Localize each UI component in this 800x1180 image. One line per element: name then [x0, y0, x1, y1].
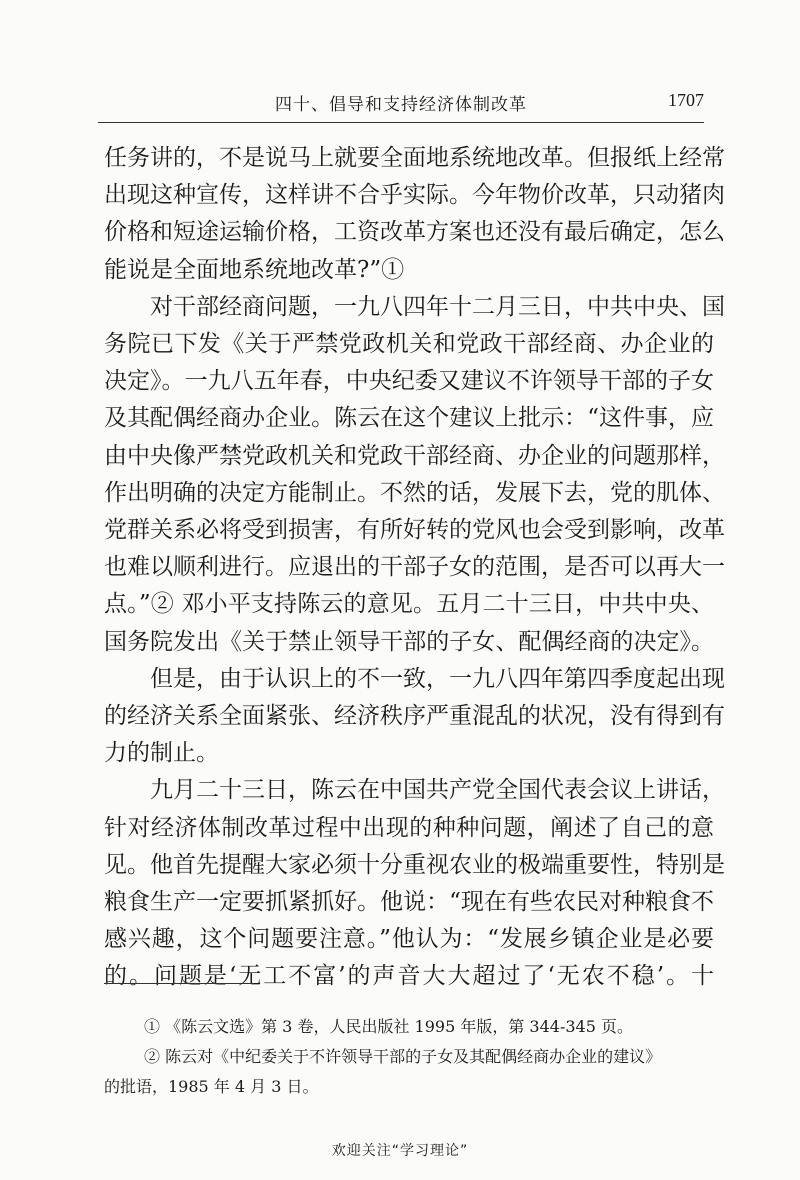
text-line: 价格和短途运输价格，工资改革方案也还没有最后确定，怎么	[104, 219, 725, 246]
footnotes	[104, 1012, 716, 1102]
text-line: 的经济关系全面紧张、经济秩序严重混乱的状况，没有得到有	[104, 703, 725, 730]
running-header	[98, 88, 704, 123]
footer-watermark: 欢迎关注“学习理论”	[331, 1143, 469, 1159]
text-line: 作出明确的决定方能制止。不然的话，发展下去，党的肌体、	[104, 479, 725, 506]
text-line: 针对经济体制改革过程中出现的种种问题，阐述了自己的意	[104, 814, 714, 841]
text-line: 也难以顺利进行。应退出的干部子女的范围，是否可以再大一	[104, 554, 725, 581]
paragraph	[104, 772, 725, 995]
paragraph	[104, 140, 725, 289]
text-line: 及其配偶经商办企业。陈云在这个建议上批示：“这件事，应	[104, 405, 714, 432]
text-line: 九月二十三日，陈云在中国共产党全国代表会议上讲话，	[150, 777, 725, 804]
text-line: 对干部经商问题，一九八四年十二月三日，中共中央、国	[150, 293, 725, 320]
body-text	[104, 140, 725, 996]
text-line: 由中央像严禁党政机关和党政干部经商、办企业的问题那样，	[104, 442, 725, 469]
text-line: 任务讲的，不是说马上就要全面地系统地改革。但报纸上经常	[104, 145, 725, 171]
text-line: 出现这种宣传，这样讲不合乎实际。今年物价改革，只动猪肉	[104, 182, 725, 209]
text-line: 力的制止。	[104, 740, 219, 767]
text-line: 国务院发出《关于禁止领导干部的子女、配偶经商的决定》。	[104, 628, 714, 655]
text-line: 点。”② 邓小平支持陈云的意见。五月二十三日，中共中央、	[104, 591, 714, 618]
text-line: 务院已下发《关于严禁党政机关和党政干部经商、办企业的	[104, 331, 714, 358]
page-number: 1707	[668, 90, 704, 110]
text-line: 决定》。一九八五年春，中央纪委又建议不许领导干部的子女	[104, 368, 714, 395]
text-line: 粮食生产一定要抓紧抓好。他说：“现在有些农民对种粮食不	[104, 889, 714, 916]
paragraph	[104, 289, 725, 661]
paragraph	[104, 661, 725, 773]
footnote-divider	[104, 983, 254, 984]
text-line: 但是，由于认识上的不一致，一九八四年第四季度起出现	[150, 665, 725, 692]
footnote-1: ① 《陈云文选》第 3 卷，人民出版社 1995 年版，第 344-345 页。	[144, 1017, 633, 1036]
text-line: 感兴趣，这个问题要注意。”他认为：“发展乡镇企业是必要	[104, 926, 714, 953]
footnote-2: ② 陈云对《中纪委关于不许领导干部的子女及其配偶经商办企业的建议》	[144, 1047, 662, 1066]
text-line: 见。他首先提醒大家必须十分重视农业的极端重要性，特别是	[104, 851, 725, 878]
text-line: 能说是全面地系统地改革?”①	[104, 256, 405, 283]
chapter-title: 四十、倡导和支持经济体制改革	[275, 95, 527, 115]
text-line: 的。问题是‘无工不富’的声音大大超过了‘无农不稳’。十	[104, 963, 714, 990]
footnote-2-continuation: 的批语，1985 年 4 月 3 日。	[104, 1077, 319, 1096]
text-line: 党群关系必将受到损害，有所好转的党风也会受到影响，改革	[104, 517, 725, 544]
